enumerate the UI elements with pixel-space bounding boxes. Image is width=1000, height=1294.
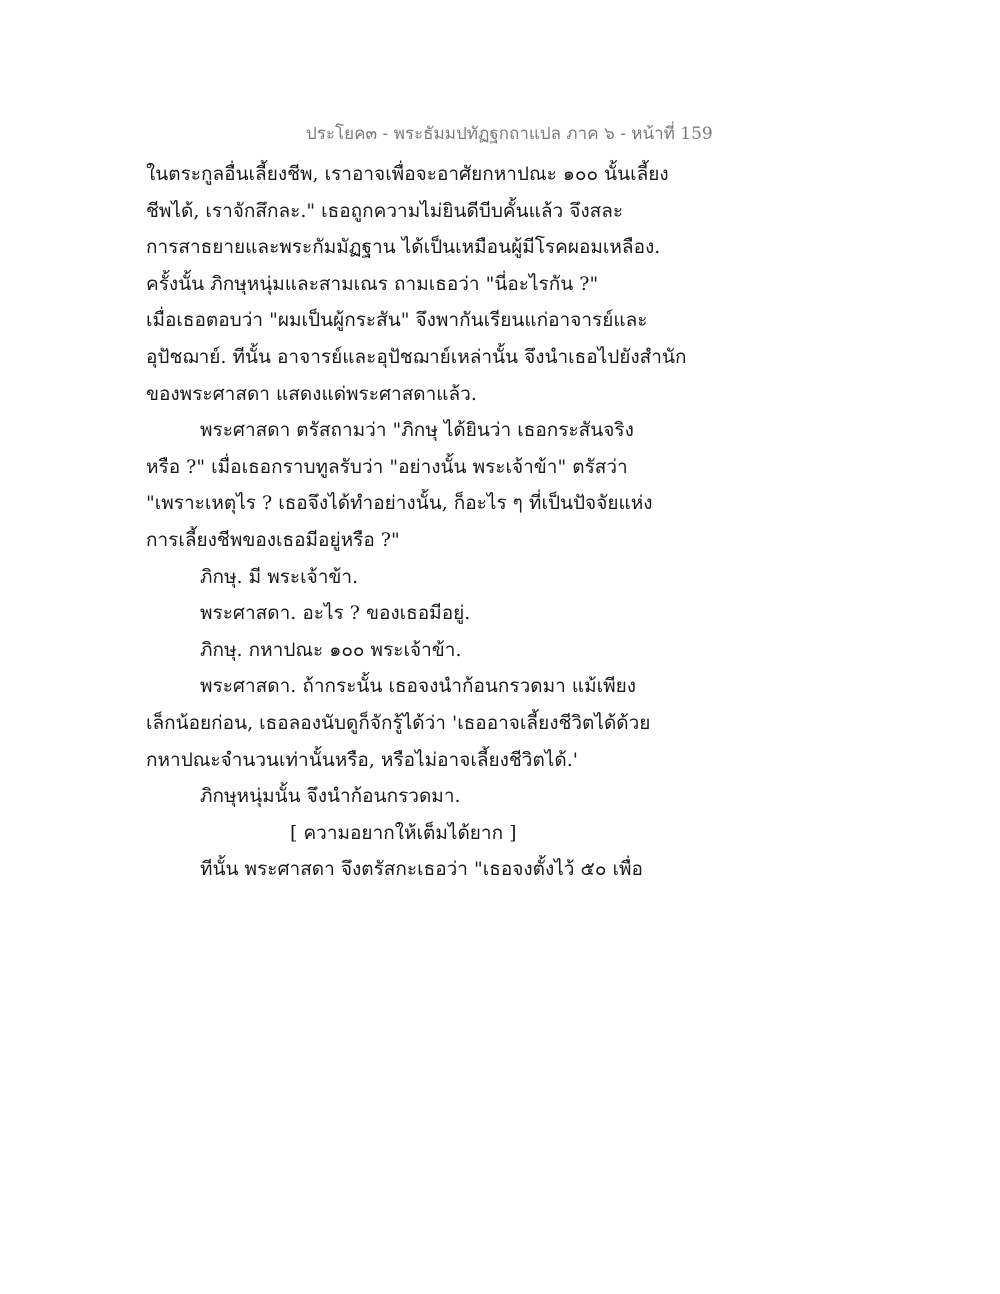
- text-line: ภิกษุ. กหาปณะ ๑๐๐ พระเจ้าข้า.: [200, 638, 462, 661]
- text-line: อุปัชฌาย์. ทีนั้น อาจารย์และอุปัชฌาย์เหล่านั้น จึงนำเธอไปยังสำนัก: [146, 345, 687, 368]
- text-line: เล็กน้อยก่อน, เธอลองนับดูก็จักรู้ได้ว่า 'เธออาจเลี้ยงชีวิตได้ด้วย: [146, 711, 651, 734]
- text-line: ของพระศาสดา แสดงแด่พระศาสดาแล้ว.: [146, 382, 477, 405]
- text-line: พระศาสดา. ถ้ากระนั้น เธอจงนำก้อนกรวดมา แม้เพียง: [200, 675, 637, 698]
- text-line: ภิกษุหนุ่มนั้น จึงนำก้อนกรวดมา.: [200, 785, 461, 808]
- text-line: ทีนั้น พระศาสดา จึงตรัสกะเธอว่า "เธอจงตั้งไว้ ๕๐ เพื่อ: [200, 858, 643, 881]
- text-line: ภิกษุ. มี พระเจ้าข้า.: [200, 565, 359, 588]
- text-line: หรือ ?" เมื่อเธอกราบทูลรับว่า "อย่างนั้น พระเจ้าข้า" ตรัสว่า: [146, 455, 628, 478]
- text-line: พระศาสดา ตรัสถามว่า "ภิกษุ ได้ยินว่า เธอกระสันจริง: [200, 419, 634, 442]
- text-line: การเลี้ยงชีพของเธอมีอยู่หรือ ?": [146, 528, 400, 551]
- text-line: ชีพได้, เราจักสึกละ." เธอถูกความไม่ยินดีบีบคั้นแล้ว จึงสละ: [146, 199, 624, 222]
- text-line: ในตระกูลอื่นเลี้ยงชีพ, เราอาจเพื่อจะอาศัยกหาปณะ ๑๐๐ นั้นเลี้ยง: [146, 163, 669, 185]
- section-heading: [ ความอยากให้เต็มได้ยาก ]: [290, 821, 517, 844]
- text-line: ครั้งนั้น ภิกษุหนุ่มและสามเณร ถามเธอว่า "นี่อะไรกัน ?": [146, 272, 599, 295]
- running-header: ประโยค๓ - พระธัมมปทัฏฐกถาแปล ภาค ๖ - หน้าที่ 159: [306, 124, 713, 144]
- text-line: กหาปณะจำนวนเท่านั้นหรือ, หรือไม่อาจเลี้ยงชีวิตได้.': [146, 748, 578, 771]
- text-line: "เพราะเหตุไร ? เธอจึงได้ทำอย่างนั้น, ก็อะไร ๆ ที่เป็นปัจจัยแห่ง: [146, 492, 653, 515]
- text-line: พระศาสดา. อะไร ? ของเธอมีอยู่.: [200, 602, 471, 625]
- text-line: เมื่อเธอตอบว่า "ผมเป็นผู้กระสัน" จึงพากันเรียนแก่อาจารย์และ: [146, 309, 648, 332]
- body-text: [146, 156, 686, 888]
- text-line: การสาธยายและพระกัมมัฏฐาน ได้เป็นเหมือนผู้มีโรคผอมเหลือง.: [146, 236, 661, 259]
